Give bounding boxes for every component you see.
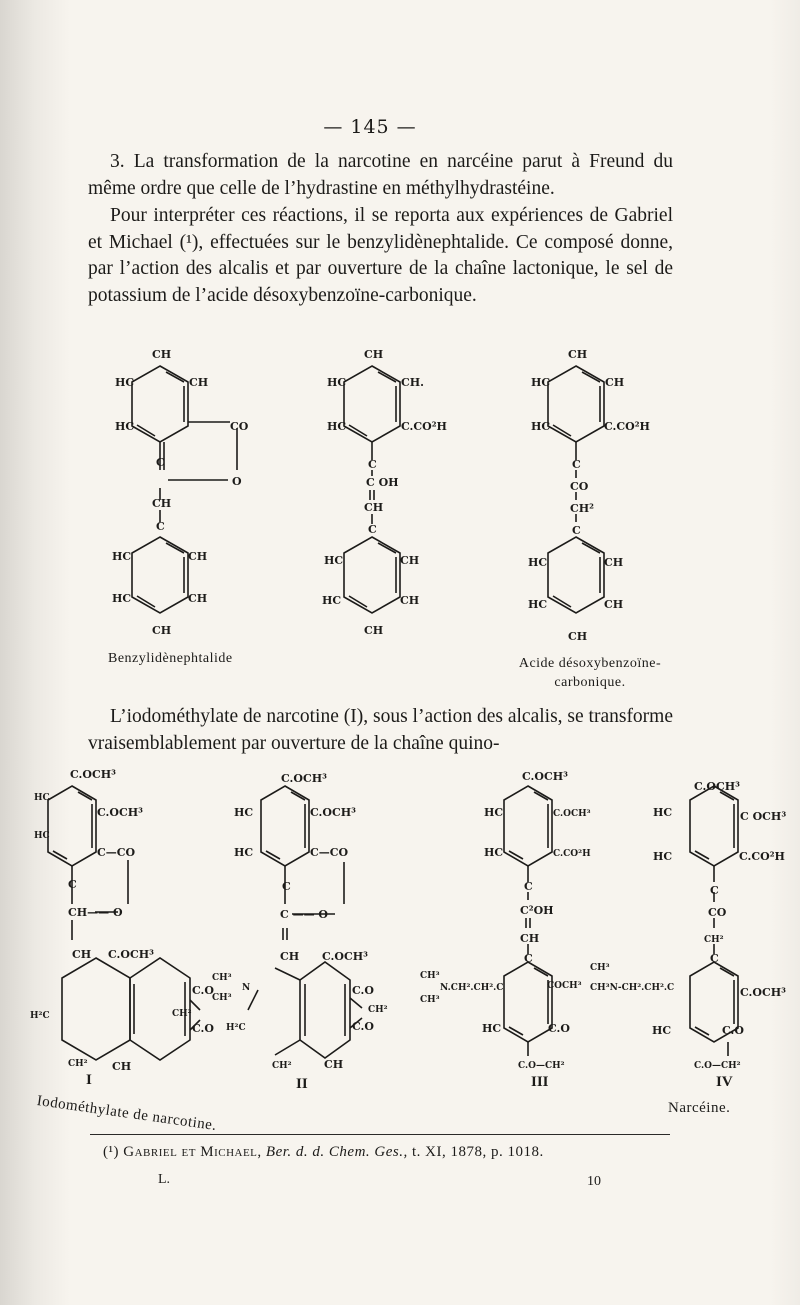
structure-label: C.OCH³ [97, 806, 143, 819]
bond-line [53, 851, 67, 859]
page-number: — 145 — [323, 116, 417, 138]
structure-label: CH [400, 554, 420, 567]
bond-line [378, 372, 396, 382]
caption-iodomethylate: Iodométhylate de narcotine. [35, 1093, 218, 1135]
structure-label: CO [230, 420, 249, 433]
structure-label: HC [112, 592, 132, 605]
structure-label: C —— O [280, 908, 328, 921]
benzene-ring-1a [132, 366, 188, 442]
benzene-ring-3a [548, 366, 604, 442]
structure-label: HC [528, 556, 548, 569]
paragraph-3-text: L’iodométhylate de narcotine (I), sous l’action des alcalis, se transforme vraisemblablement par ouverture de la chaîne quino- [88, 706, 673, 754]
caption-acide [505, 654, 675, 692]
structure-label: HC [653, 850, 673, 863]
structure-label: CH [568, 630, 588, 643]
structure-label: CH [364, 624, 384, 637]
structure-label: CH [189, 376, 209, 389]
roman-numeral-2: II [296, 1076, 308, 1092]
structure-label: C—CO [310, 846, 349, 859]
structure-label: C.OCH³ [740, 986, 786, 999]
bond-line [166, 543, 184, 553]
structure-label: O [232, 475, 242, 488]
structure-label: C.CO²H [604, 420, 650, 433]
caption-acide-line1: Acide désoxybenzoïne- [518, 656, 662, 671]
benzene-ring-2b [344, 537, 400, 613]
footnote-marker: (¹) [103, 1144, 119, 1160]
footnote-authors: Gabriel et Michael, [123, 1144, 262, 1160]
structure-label: C²OH [520, 904, 554, 917]
structure-label: CH [188, 550, 208, 563]
caption-benzylidenephtalide: Benzylidènephtalide [108, 651, 233, 666]
bond-line [582, 543, 600, 553]
structure-label: C.O [548, 1022, 570, 1035]
structure-label: CH [568, 348, 588, 361]
ring-I-b [62, 958, 130, 1060]
bond-line [266, 851, 280, 859]
structure-label: CH—— O [68, 906, 123, 919]
structure-label: CH [324, 1058, 344, 1071]
structure-label: C [368, 523, 377, 536]
bond-line [275, 968, 300, 980]
roman-numeral-1: I [86, 1072, 92, 1088]
structure-label: HC [528, 598, 548, 611]
bond-line [378, 543, 396, 553]
footnote-journal: Ber. d. d. Chem. Ges., [265, 1144, 408, 1160]
bond-line [350, 998, 362, 1008]
roman-numeral-4: IV [716, 1074, 733, 1090]
bond-line [166, 372, 184, 382]
roman-numeral-3: III [531, 1074, 549, 1090]
paragraph-2-text: Pour interpréter ces réactions, il se reporta aux expériences de Gabriel et Michael (¹), effectuées sur le benzylidènephtalide. Ce composé donne, par l’action des alcalis et par ouverture de la chaîne lactonique, le sel de potassium de l’acide désoxybenzoïne-carbonique. [88, 205, 673, 306]
structure-label: C.OCH³ [310, 806, 356, 819]
structure-label: N [242, 983, 251, 993]
structure-label: C.OCH³ [70, 768, 116, 781]
structure-label: C.O [192, 984, 214, 997]
structure-label: CH [364, 348, 384, 361]
label: CH [152, 348, 172, 361]
structure-label: C.O—CH² [694, 1061, 741, 1071]
bond-line [275, 1040, 300, 1055]
structure-label: CH² [172, 1009, 192, 1019]
benzene-ring-II-b [300, 962, 350, 1058]
structure-label: HC [482, 1022, 502, 1035]
bond-line [509, 1027, 523, 1035]
structure-label: C.OCH³ [322, 950, 368, 963]
structure-label: CH [72, 948, 92, 961]
structure-label: C.OCH³ [553, 809, 591, 819]
structure-label: HC [115, 420, 135, 433]
structure-label: C.CO²H [401, 420, 447, 433]
structure-label: CH [604, 598, 624, 611]
structure-label: HC [653, 806, 673, 819]
structure-label: C.OCH³ [522, 770, 568, 783]
structure-label: CH [400, 594, 420, 607]
structure-label: CH [152, 624, 172, 637]
structure-label: C.O [722, 1024, 744, 1037]
structure-label: C.O—CH² [518, 1061, 565, 1071]
structure-label: HC [34, 793, 50, 803]
bond-line [695, 851, 709, 859]
structure-label: HC [484, 846, 504, 859]
structure-label: C [68, 878, 77, 891]
structure-label: C [368, 458, 377, 471]
structure-label: C [156, 520, 165, 533]
structure-label: CH³N-CH².CH².C [590, 983, 675, 993]
structure-label: HC [322, 594, 342, 607]
structure-label: CH² [368, 1005, 388, 1015]
structure-label: CH³ [212, 973, 232, 983]
structure-label: C.CO²H [553, 849, 591, 859]
caption-narceine: Narcéine. [668, 1100, 731, 1116]
structure-label: CH [152, 497, 172, 510]
structure-label: C [572, 458, 581, 471]
structure-label: CH [604, 556, 624, 569]
structure-label: HC [234, 806, 254, 819]
structure-label: C.O [352, 1020, 374, 1033]
structure-label: HC [112, 550, 132, 563]
bond-line [248, 990, 258, 1010]
structure-label: C.OCH³ [108, 948, 154, 961]
structure-label: HC [115, 376, 135, 389]
footnote [103, 1144, 544, 1161]
structure-label: CH² [570, 502, 594, 515]
structure-label: HC [327, 420, 347, 433]
structure-label: C OH [366, 476, 399, 489]
structure-label: H²C [30, 1011, 50, 1021]
structure-label: C [572, 524, 581, 537]
caption-acide-line2: carbonique. [554, 675, 626, 690]
signature-left: L. [158, 1172, 171, 1187]
structure-label: HC [34, 831, 50, 841]
bond-line [509, 851, 523, 859]
structure-label: C.CO²H [739, 850, 785, 863]
structure-label: CH [364, 501, 384, 514]
bond-line [582, 372, 600, 382]
structure-label: CH [188, 592, 208, 605]
structure-label: C [710, 884, 719, 897]
structure-label: CH [112, 1060, 132, 1073]
structure-label: HC [324, 554, 344, 567]
structure-label: N.CH².CH².C [440, 983, 504, 993]
structure-label: C—CO [97, 846, 136, 859]
structure-label: C.OCH³ [694, 780, 740, 793]
structure-label: CH. [401, 376, 424, 389]
signature-right: 10 [587, 1174, 601, 1189]
structure-label: C OCH³ [740, 810, 787, 823]
structure-label: C [710, 952, 719, 965]
structure-label: CH² [272, 1061, 292, 1071]
benzene-ring-1b [132, 537, 188, 613]
footnote-rule [90, 1134, 670, 1135]
structure-label: CH³ [420, 971, 440, 981]
structure-label: HC [652, 1024, 672, 1037]
structure-label: HC [234, 846, 254, 859]
structure-label: C [524, 880, 533, 893]
structure-label: HC [327, 376, 347, 389]
structure-label: C.O [352, 984, 374, 997]
structure-label: H²C [226, 1023, 246, 1033]
structure-label: HC [484, 806, 504, 819]
structure-label: CO [708, 906, 727, 919]
structure-label: CH³ [212, 993, 232, 1003]
structure-label: CH [280, 950, 300, 963]
structure-label: CH² [68, 1059, 88, 1069]
benzene-ring-3b [548, 537, 604, 613]
structure-label: CH [520, 932, 540, 945]
paragraph-1-text: 3. La transformation de la narcotine en narcéine parut à Freund du même ordre que celle de l’hydrastine en méthylhydrastéine. [88, 151, 673, 199]
benzene-ring-2a [344, 366, 400, 442]
structure-label: C.O [192, 1022, 214, 1035]
structure-label: CO [570, 480, 589, 493]
structure-label: C [282, 880, 291, 893]
structure-label: C [524, 952, 533, 965]
structure-label: C.OCH³ [281, 772, 327, 785]
structure-label: HC [531, 376, 551, 389]
structure-label: CH³ [420, 995, 440, 1005]
structure-label: CH² [704, 935, 724, 945]
structure-label: CH [605, 376, 625, 389]
footnote-ref: t. XI, 1878, p. 1018. [411, 1144, 544, 1160]
structure-label: COCH³ [547, 981, 582, 991]
bond-line [695, 1027, 709, 1035]
paragraph-3 [88, 704, 673, 757]
structure-label: CH³ [590, 963, 610, 973]
structure-label: C [156, 456, 165, 469]
structure-label: HC [531, 420, 551, 433]
